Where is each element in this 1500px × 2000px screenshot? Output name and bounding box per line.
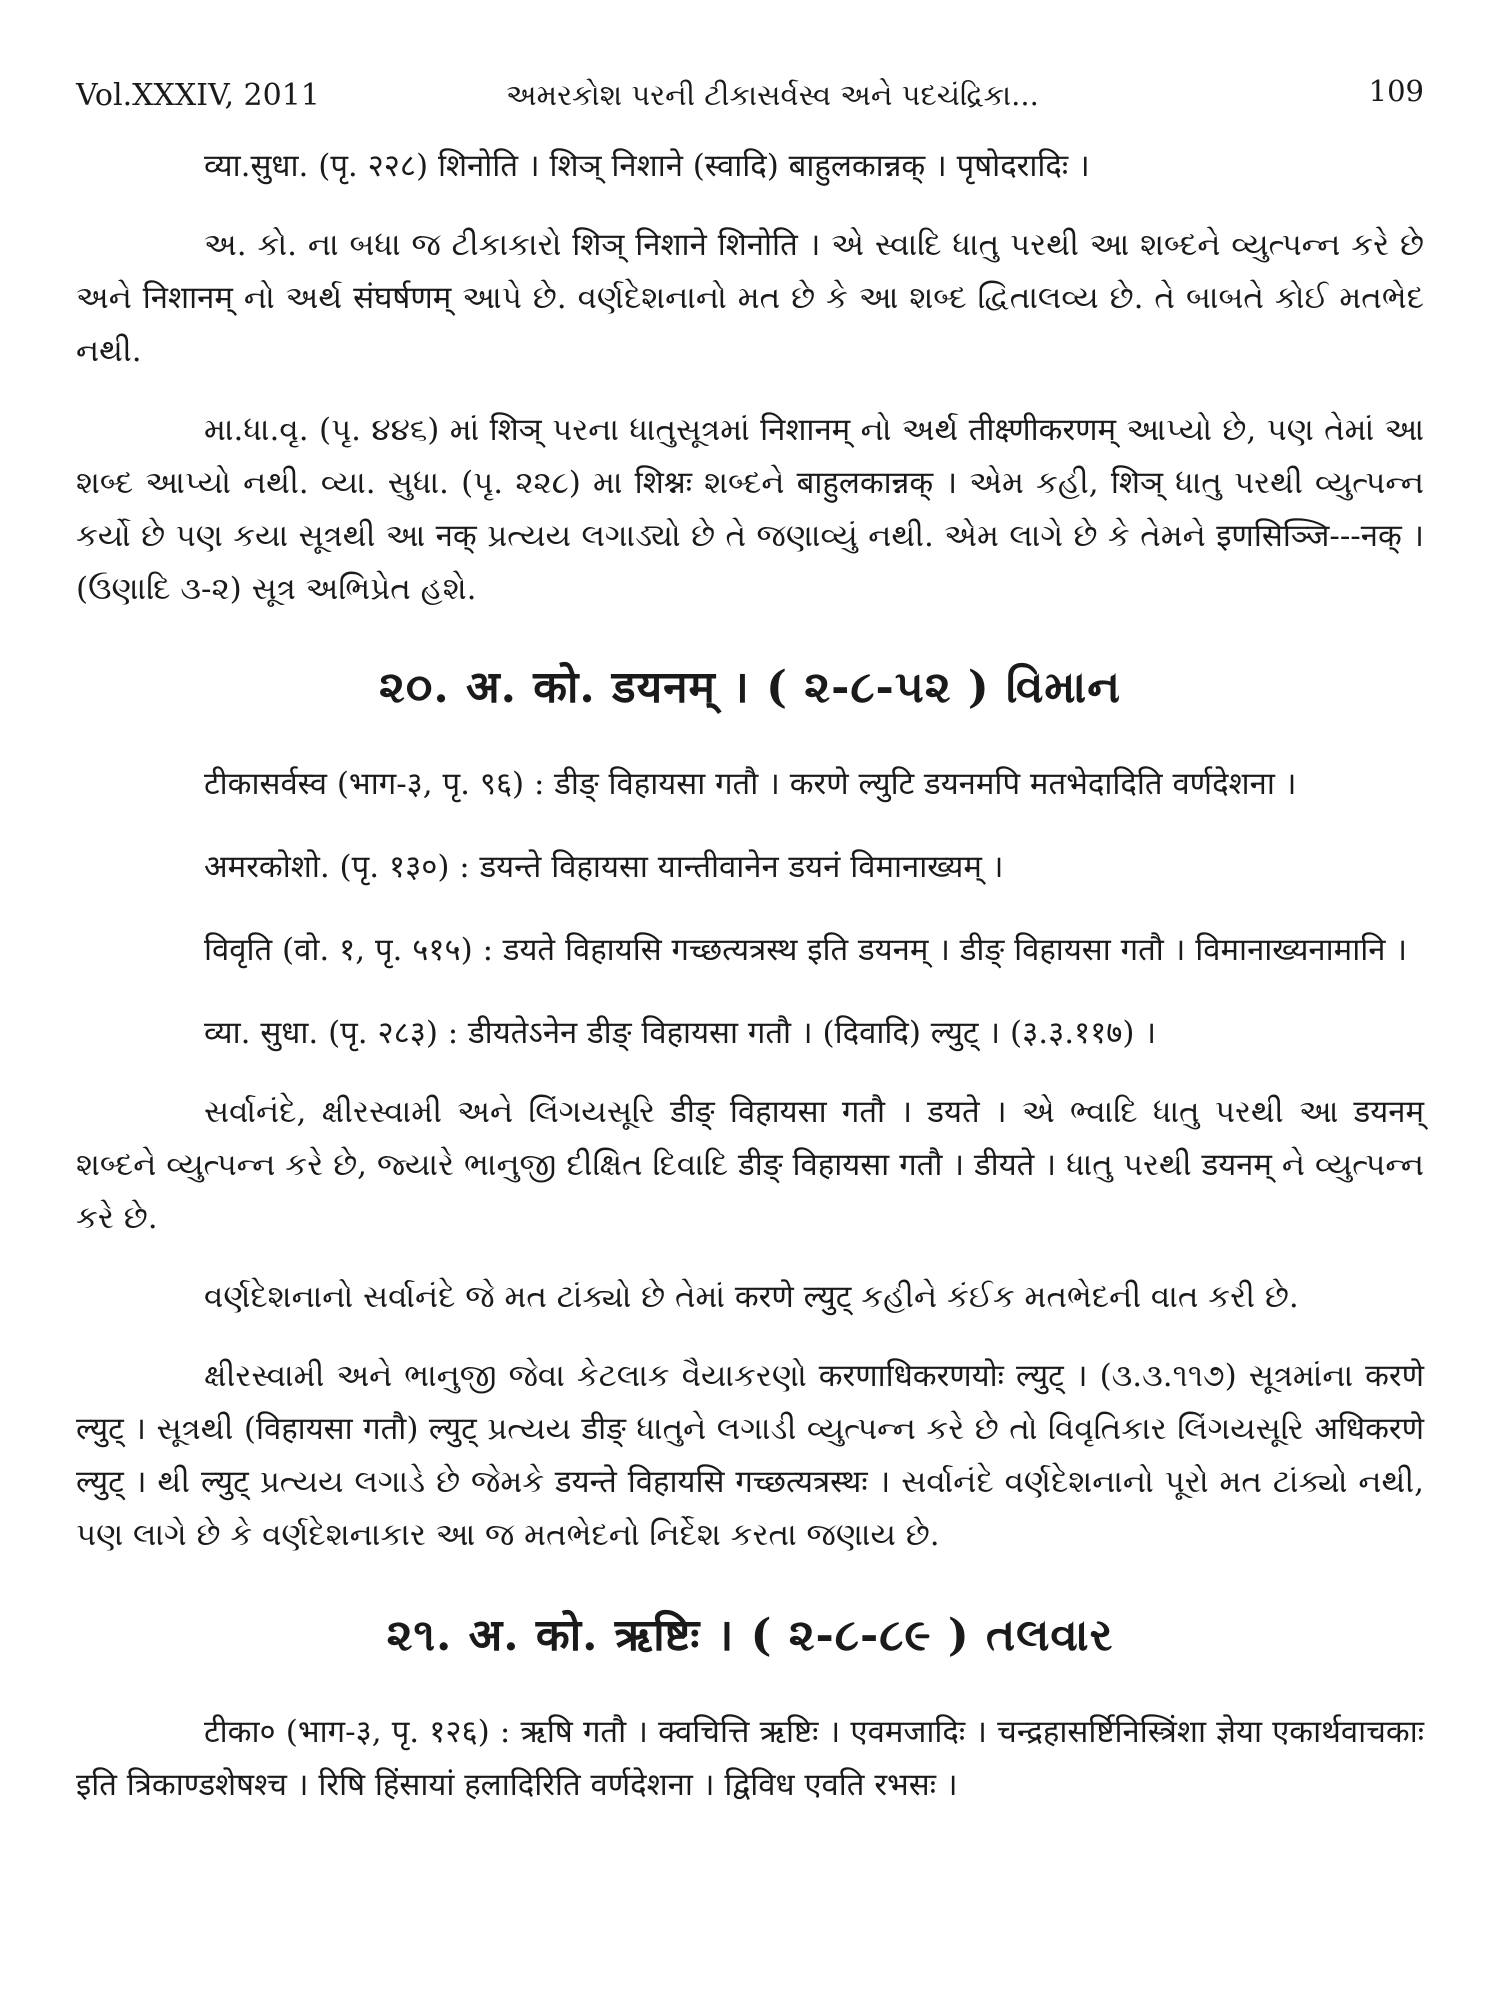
paragraph: व्या.सुधा. (पृ. २२८) शिनोति । शिञ् निशाने (स्वादि) बाहुलकान्नक् । पृषोदरादिः । bbox=[204, 148, 1090, 184]
section-heading: ૨૦. अ. को. डयनम् । ( ૨-૮-૫૨ ) વિમાન bbox=[379, 662, 1121, 713]
paragraph: મા.ધા.વૃ. (પૃ. ૪૪૬) માં शिञ् પરના ધાતુસૂત્રમાં निशानम् નો અર્થ तीक्ष्णीकरणम् આપ્યો છે, પણ તેમાં આ શબ્દ આપ્યો નથી. વ્યા. સુધા. (પૃ. ૨૨૮) મા शिश्नः શબ્દને बाहुलकान्नक् । એમ કહી, शिञ् ધાતુ પરથી વ્યુત્પન્ન કર્યો છે પણ કયા સૂત્રથી આ नक् પ્રત્યય લગાડ્યો છે તે જણાવ્યું નથી. એમ લાગે છે કે તેમને इणसिञ्जि---नक् । (ઉણાદિ ૩-૨) સૂત્ર અભિપ્રેત હશે. bbox=[76, 412, 1424, 607]
paragraph: टीका० (भाग-३, पृ. १२६) : ऋषि गतौ । क्वचित्ति ऋष्टिः । एवमजादिः । चन्द्रहासर्ष्टिनिस्त्रिंशा ज्ञेया एकार्थवाचकाः इति त्रिकाण्डशेषश्च । रिषि हिंसायां हलादिरिति वर्णदेशना । द्विविध एवति रभसः । bbox=[76, 1714, 1424, 1803]
page-header bbox=[76, 74, 1424, 118]
section-heading: ૨૧. अ. को. ऋष्टिः । ( ૨-૮-૮૯ ) તલવાર bbox=[386, 1610, 1114, 1661]
paragraph: સર્વાનંદે, ક્ષીરસ્વામી અને લિંગયસૂરિ डीङ् विहायसा गतौ । डयते । એ ભ્વાદિ ધાતુ પરથી આ डयनम् શબ્દને વ્યુત્પન્ન કરે છે, જ્યારે ભાનુજી દીક્ષિત દિવાદિ डीङ् विहायसा गतौ । डीयते । ધાતુ પરથી डयनम् ને વ્યુત્પન્ન કરે છે. bbox=[76, 1094, 1424, 1236]
paragraph: विवृति (वो. १, पृ. ५१५) : डयते विहायसि गच्छत्यत्रस्थ इति डयनम् । डीङ् विहायसा गतौ । विमानाख्यनामानि । bbox=[204, 932, 1408, 968]
paragraph: અ. કો. ના બધા જ ટીકાકારો शिञ् निशाने शिनोति । એ સ્વાદિ ધાતુ પરથી આ શબ્દને વ્યુત્પન્ન કરે છે અને निशानम् નો અર્થ संघर्षणम् આપે છે. વર્ણદેશનાનો મત છે કે આ શબ્દ દ્વિતાલવ્ય છે. તે બાબતે કોઈ મતભેદ નથી. bbox=[76, 227, 1424, 369]
paragraph: अमरकोशो. (पृ. १३०) : डयन्ते विहायसा यान्तीवानेन डयनं विमानाख्यम् । bbox=[204, 849, 1004, 885]
paragraph: ક્ષીરસ્વામી અને ભાનુજી જેવા કેટલાક વૈયાકરણો करणाधिकरणयोः ल्युट् । (૩.૩.૧૧૭) સૂત્રમાંના करणे ल्युट् । સૂત્રથી (विहायसा गतौ) ल्युट् પ્રત્યય डीङ् ધાતુને લગાડી વ્યુત્પન્ન કરે છે તો વિવૃતિકાર લિંગયસૂરિ अधिकरणे ल्युट् । થી ल्युट् પ્રત્યય લગાડે છે જેમકે डयन्ते विहायसि गच्छत्यत्रस्थः । સર્વાનંદે વર્ણદેશનાનો પૂરો મત ટાંક્યો નથી, પણ લાગે છે કે વર્ણદેશનાકાર આ જ મતભેદનો નિર્દેશ કરતા જણાય છે. bbox=[76, 1358, 1424, 1553]
journal-volume: Vol.XXXIV, 2011 bbox=[76, 78, 320, 113]
paragraph: व्या. सुधा. (पृ. २८३) : डीयतेऽनेन डीङ् विहायसा गतौ । (दिवादि) ल्युट् । (३.३.११७) । bbox=[204, 1015, 1157, 1051]
page-body bbox=[76, 140, 1424, 1812]
paragraph: વર્ણદેશનાનો સર્વાનંદે જે મત ટાંક્યો છે તેમાં करणे ल्युट् કહીને કંઈક મતભેદની વાત કરી છે. bbox=[204, 1279, 1299, 1315]
page-number: 109 bbox=[1368, 74, 1424, 108]
running-title: અમરકોશ પરની ટીકાસર્વસ્વ અને પદચંદ્રિકા... bbox=[506, 78, 1039, 112]
paragraph: टीकासर्वस्व (भाग-३, पृ. ९६) : डीङ् विहायसा गतौ । करणे ल्युटि डयनमपि मतभेदादिति वर्णदेशना । bbox=[204, 766, 1297, 802]
